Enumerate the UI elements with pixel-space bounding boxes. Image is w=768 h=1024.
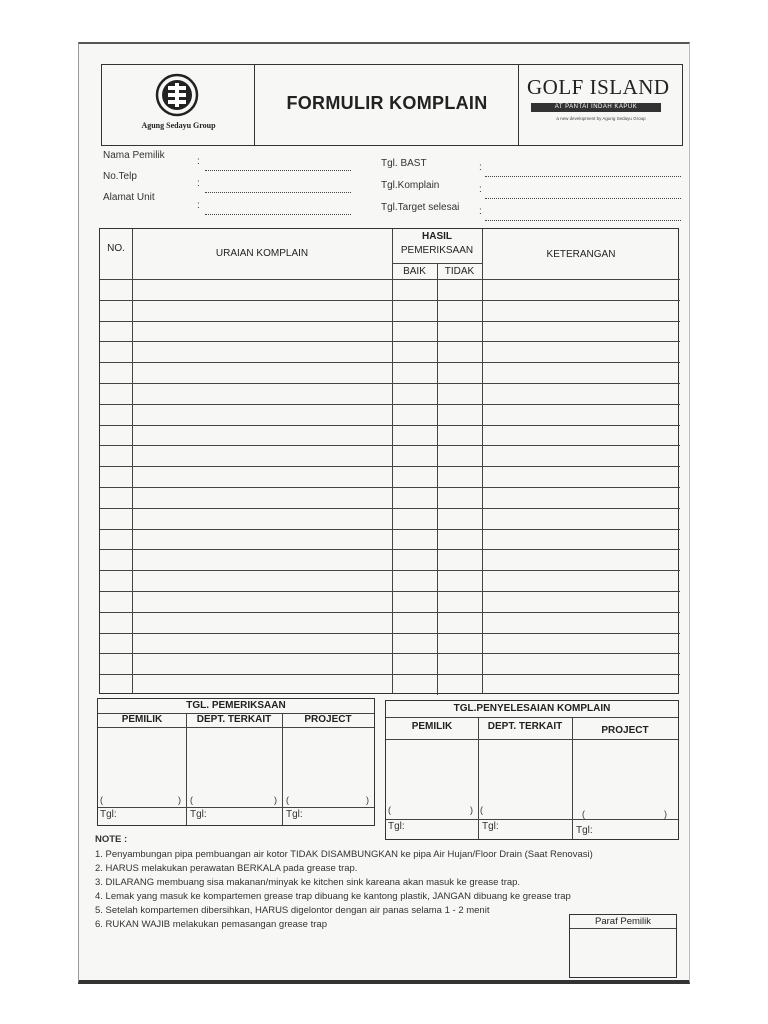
pemeriksaan-tgl-project[interactable]: Tgl: — [286, 809, 303, 820]
table-row — [100, 549, 680, 550]
table-row — [100, 591, 680, 592]
paren-close: ) — [470, 805, 473, 815]
penyelesaian-title: TGL.PENYELESAIAN KOMPLAIN — [453, 703, 611, 714]
label-no-telp: No.Telp — [103, 171, 137, 182]
header-subdivider — [392, 263, 482, 264]
divider — [386, 819, 678, 820]
field-tgl-bast[interactable] — [485, 176, 681, 177]
title-cell — [255, 65, 519, 145]
divider — [386, 717, 678, 718]
paraf-pemilik-label: Paraf Pemilik — [570, 915, 676, 929]
divider — [282, 713, 283, 825]
table-row — [100, 300, 680, 301]
table-row — [100, 570, 680, 571]
table-row — [100, 633, 680, 634]
paren-close: ) — [664, 809, 667, 819]
field-tgl-komplain[interactable] — [485, 198, 681, 199]
header-hasil: HASIL — [422, 231, 452, 242]
table-row — [100, 508, 680, 509]
col-divider — [392, 229, 393, 693]
table-row — [100, 362, 680, 363]
table-row — [100, 487, 680, 488]
paren-open: ( — [480, 805, 483, 815]
col-divider — [437, 263, 438, 695]
header-uraian-komplain: URAIAN KOMPLAIN — [215, 248, 309, 259]
penyelesaian-col-project: PROJECT — [601, 725, 649, 736]
note-item: 4. Lemak yang masuk ke kompartemen grease trap dibuang ke kantong plastik, JANGAN dibuang ke grease trap — [95, 891, 571, 902]
table-row — [100, 425, 680, 426]
agung-sedayu-logo-cell — [102, 65, 255, 145]
colon: : — [197, 178, 200, 189]
table-row — [100, 321, 680, 322]
note-item: 5. Setelah kompartemen dibersihkan, HARUS digelontor dengan air panas selama 1 - 2 menit — [95, 905, 490, 916]
complaint-table — [99, 228, 679, 694]
table-row — [100, 674, 680, 675]
field-alamat-unit[interactable] — [205, 214, 351, 215]
colon: : — [197, 156, 200, 167]
table-row — [100, 404, 680, 405]
golf-island-subline: a new development by Agung Sedayu Group — [556, 116, 646, 121]
notes-heading: NOTE : — [95, 834, 128, 845]
table-row — [100, 445, 680, 446]
penyelesaian-col-dept: DEPT. TERKAIT — [487, 721, 563, 732]
pemeriksaan-box — [97, 698, 375, 826]
pemeriksaan-col-dept: DEPT. TERKAIT — [196, 714, 272, 725]
colon: : — [479, 206, 482, 217]
label-tgl-bast: Tgl. BAST — [381, 158, 427, 169]
pemeriksaan-col-pemilik: PEMILIK — [121, 714, 163, 725]
penyelesaian-box — [385, 700, 679, 840]
paren-open: ( — [388, 805, 391, 815]
paren-open: ( — [582, 809, 585, 819]
header-baik: BAIK — [403, 266, 426, 277]
paren-open: ( — [190, 795, 193, 805]
paren-open: ( — [286, 795, 289, 805]
header-tidak: TIDAK — [444, 266, 475, 277]
paren-close: ) — [366, 795, 369, 805]
table-row — [100, 279, 680, 280]
label-nama-pemilik: Nama Pemilik — [103, 150, 165, 161]
divider — [98, 727, 374, 728]
note-item: 3. DILARANG membuang sisa makanan/minyak ke kitchen sink kareana akan masuk ke grease trap. — [95, 877, 521, 888]
paren-close: ) — [178, 795, 181, 805]
colon: : — [197, 200, 200, 211]
note-item: 1. Penyambungan pipa pembuangan air kotor TIDAK DISAMBUNGKAN ke pipa Air Hujan/Floor Drain (Saat Renovasi) — [95, 849, 593, 860]
header-keterangan: KETERANGAN — [546, 249, 616, 260]
table-row — [100, 653, 680, 654]
penyelesaian-tgl-pemilik[interactable]: Tgl: — [388, 821, 405, 832]
table-row — [100, 341, 680, 342]
table-row — [100, 466, 680, 467]
pemeriksaan-col-project: PROJECT — [304, 714, 352, 725]
label-tgl-komplain: Tgl.Komplain — [381, 180, 440, 191]
field-no-telp[interactable] — [205, 192, 351, 193]
header-pemeriksaan: PEMERIKSAAN — [400, 245, 474, 256]
pemeriksaan-tgl-dept[interactable]: Tgl: — [190, 809, 207, 820]
paraf-pemilik-box[interactable] — [569, 914, 677, 978]
golf-island-logo-cell — [519, 65, 684, 145]
penyelesaian-tgl-dept[interactable]: Tgl: — [482, 821, 499, 832]
field-nama-pemilik[interactable] — [205, 170, 351, 171]
colon: : — [479, 162, 482, 173]
form-title: FORMULIR KOMPLAIN — [286, 93, 488, 113]
label-alamat-unit: Alamat Unit — [103, 192, 155, 203]
divider — [386, 739, 678, 740]
golf-island-logo: GOLF ISLAND — [527, 75, 670, 99]
group-name: Agung Sedayu Group — [141, 121, 216, 130]
form-paper — [78, 42, 690, 984]
header-no: NO. — [107, 243, 125, 254]
golf-island-tagline: AT PANTAI INDAH KAPUK — [531, 103, 661, 112]
field-tgl-target-selesai[interactable] — [485, 220, 681, 221]
table-row — [100, 612, 680, 613]
divider — [478, 717, 479, 839]
pemeriksaan-tgl-pemilik[interactable]: Tgl: — [100, 809, 117, 820]
paren-open: ( — [100, 795, 103, 805]
col-divider — [132, 229, 133, 693]
colon: : — [479, 184, 482, 195]
note-item: 2. HARUS melakukan perawatan BERKALA pada grease trap. — [95, 863, 358, 874]
divider — [186, 713, 187, 825]
form-header — [101, 64, 683, 146]
label-tgl-target-selesai: Tgl.Target selesai — [381, 202, 460, 213]
table-row — [100, 383, 680, 384]
paren-close: ) — [274, 795, 277, 805]
col-divider — [482, 229, 483, 693]
agung-sedayu-emblem-icon — [155, 73, 199, 117]
divider — [98, 807, 374, 808]
penyelesaian-col-pemilik: PEMILIK — [411, 721, 453, 732]
penyelesaian-tgl-project[interactable]: Tgl: — [576, 825, 593, 836]
note-item: 6. RUKAN WAJIB melakukan pemasangan grease trap — [95, 919, 327, 930]
pemeriksaan-title: TGL. PEMERIKSAAN — [186, 700, 286, 711]
table-row — [100, 529, 680, 530]
